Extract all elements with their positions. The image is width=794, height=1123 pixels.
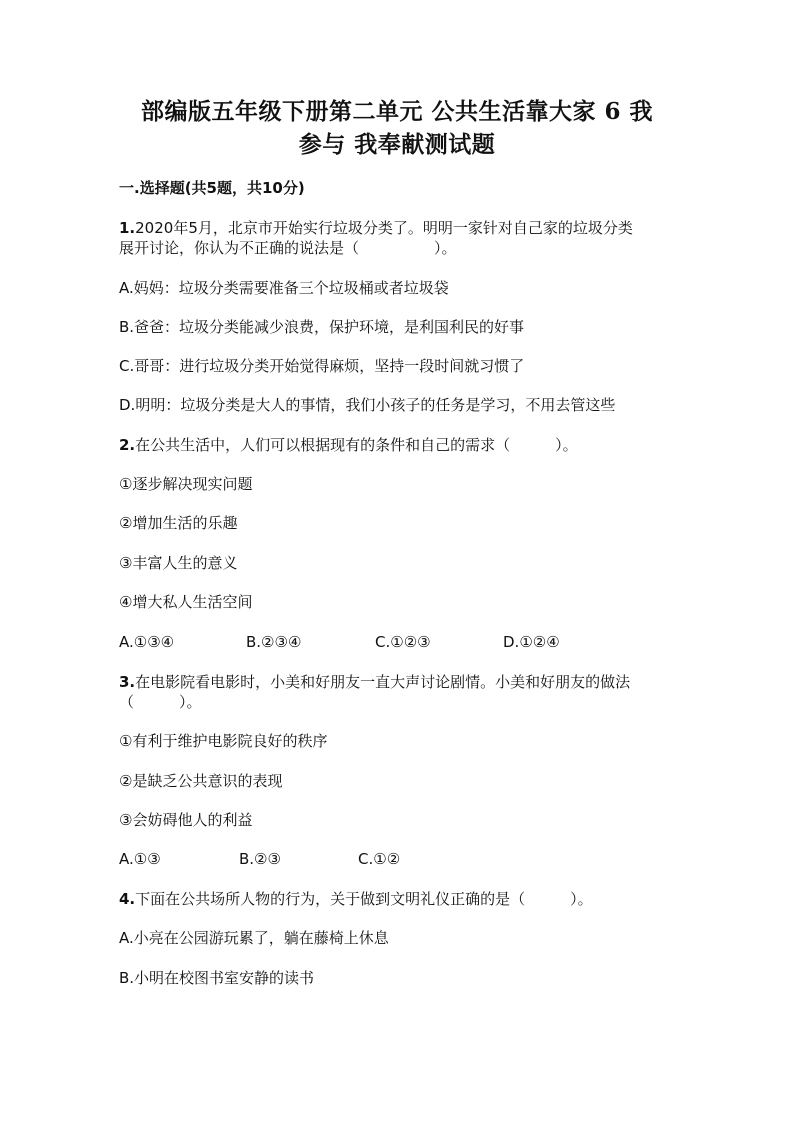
question-text: 2020年5月，北京市开始实行垃圾分类了。明明一家针对自己家的垃圾分类 — [135, 219, 633, 237]
question-3-item-2: ②是缺乏公共意识的表现 — [119, 772, 283, 790]
question-4-line — [119, 889, 593, 909]
question-1-option-d: D.明明：垃圾分类是大人的事情，我们小孩子的任务是学习，不用去管这些 — [119, 396, 616, 414]
question-2-option-b: B.②③④ — [246, 633, 302, 651]
question-number: 1. — [119, 219, 136, 237]
question-2-line — [119, 435, 578, 455]
question-1-option-b: B.爸爸：垃圾分类能减少浪费，保护环境，是利国利民的好事 — [119, 318, 525, 336]
question-number: 4. — [119, 890, 136, 908]
question-3-option-b: B.②③ — [239, 850, 281, 868]
question-1-line-1 — [119, 218, 633, 238]
question-2-item-2: ②增加生活的乐趣 — [119, 514, 238, 532]
question-2-option-d: D.①②④ — [503, 633, 560, 651]
question-text: 在公共生活中，人们可以根据现有的条件和自己的需求（ ）。 — [135, 436, 578, 454]
question-number: 3. — [119, 673, 136, 691]
section-heading: 一.选择题(共5题，共10分) — [119, 179, 305, 197]
question-4-option-a: A.小亮在公园游玩累了，躺在藤椅上休息 — [119, 929, 389, 947]
question-3-option-a: A.①③ — [119, 850, 161, 868]
question-2-option-c: C.①②③ — [375, 633, 431, 651]
question-text: 下面在公共场所人物的行为，关于做到文明礼仪正确的是（ ）。 — [135, 890, 593, 908]
question-3-item-3: ③会妨碍他人的利益 — [119, 811, 253, 829]
question-1-line-2: 展开讨论，你认为不正确的说法是（ ）。 — [119, 239, 457, 257]
question-2-item-1: ①逐步解决现实问题 — [119, 475, 253, 493]
question-3-line-1 — [119, 672, 630, 692]
question-3-line-2: （ ）。 — [119, 693, 202, 711]
question-1-option-c: C.哥哥：进行垃圾分类开始觉得麻烦，坚持一段时间就习惯了 — [119, 357, 525, 375]
question-text: 在电影院看电影时，小美和好朋友一直大声讨论剧情。小美和好朋友的做法 — [135, 673, 631, 691]
question-2-option-a: A.①③④ — [119, 633, 175, 651]
document-title-line-2: 参与 我奉献测试题 — [298, 131, 496, 158]
question-1-option-a: A.妈妈：垃圾分类需要准备三个垃圾桶或者垃圾袋 — [119, 279, 449, 297]
question-3-item-1: ①有利于维护电影院良好的秩序 — [119, 732, 328, 750]
question-number: 2. — [119, 436, 136, 454]
question-3-option-c: C.①② — [358, 850, 401, 868]
document-title-line-1: 部编版五年级下册第二单元 公共生活靠大家 6 我 — [140, 98, 654, 125]
question-2-item-4: ④增大私人生活空间 — [119, 593, 253, 611]
question-4-option-b: B.小明在校图书室安静的读书 — [119, 969, 315, 987]
question-2-item-3: ③丰富人生的意义 — [119, 554, 238, 572]
